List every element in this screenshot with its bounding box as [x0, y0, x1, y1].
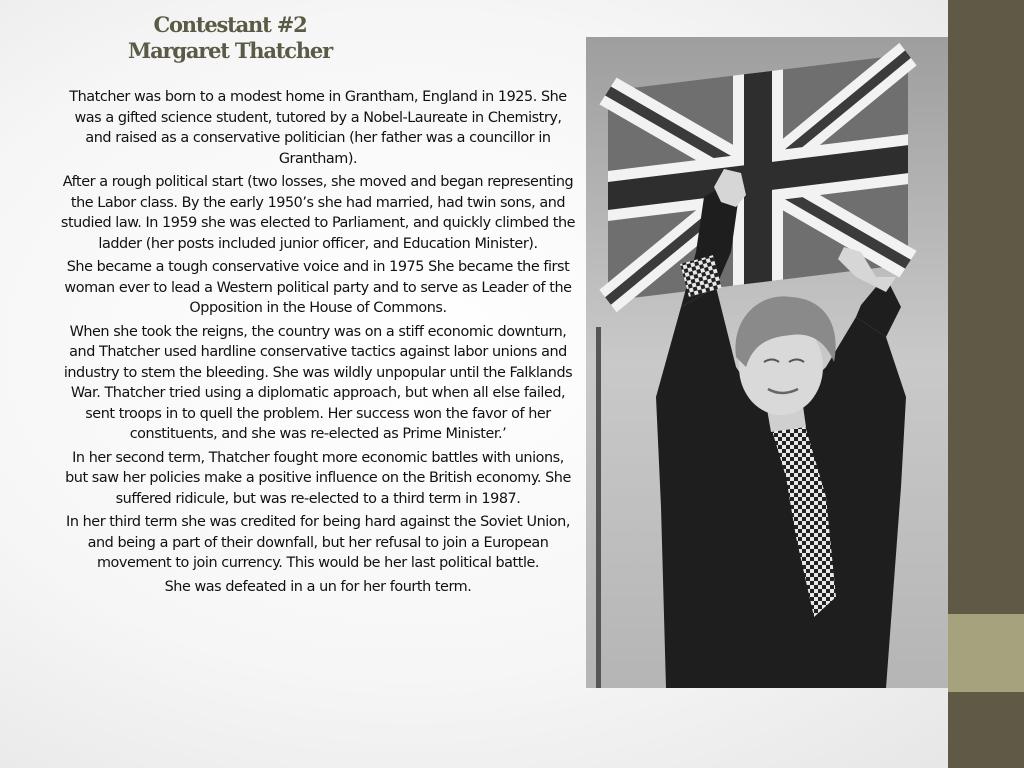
thatcher-photo-illustration	[586, 37, 948, 688]
paragraph-second-term: In her second term, Thatcher fought more economic battles with unions, but saw her policies make a positive influence on the British economy. She suffered ridicule, but was re-elected to a third term in 1987.	[65, 449, 571, 507]
paragraph-political-start: After a rough political start (two losses, she moved and began representing the Labor class. By the early 1950’s she had married, had twin sons, and studied law. In 1959 she was elected to Parliament, and quickly climbed the ladder (her posts included junior officer, and Education Minister).	[60, 174, 576, 252]
paragraph-early-life: Thatcher was born to a modest home in Grantham, England in 1925. She was a gifted science student, tutored by a Nobel-Laureate in Chemistry, and raised as a conservative politician (her father was a councillor in Grantham).	[69, 89, 567, 167]
title-line-name: Margaret Thatcher	[128, 38, 332, 63]
paragraph-defeat: She was defeated in a un for her fourth term.	[164, 578, 472, 595]
paragraph-party-leader: She became a tough conservative voice and in 1975 She became the first woman ever to lead a Western political party and to serve as Leader of the Opposition in the House of Commons.	[64, 259, 572, 316]
slide-body-text	[60, 87, 576, 600]
slide-title	[60, 12, 400, 64]
thatcher-photo	[586, 37, 948, 688]
paragraph-third-term: In her third term she was credited for being hard against the Soviet Union, and being a part of their downfall, but her refusal to join a European movement to join currency. This would be her last political battle.	[66, 514, 570, 571]
title-line-contestant: Contestant #2	[153, 12, 307, 37]
paragraph-first-term: When she took the reigns, the country was on a stiff economic downturn, and Thatcher used hardline conservative tactics against labor unions and industry to stem the bleeding. She was wildly unpopular until the Falklands War. Thatcher tried using a diplomatic approach, but when all else failed, sent troops in to quell the problem. Her success won the favor of her constituents, and she was re-elected as Prime Minister.’	[63, 323, 573, 442]
right-bar-accent-block	[948, 614, 1024, 692]
